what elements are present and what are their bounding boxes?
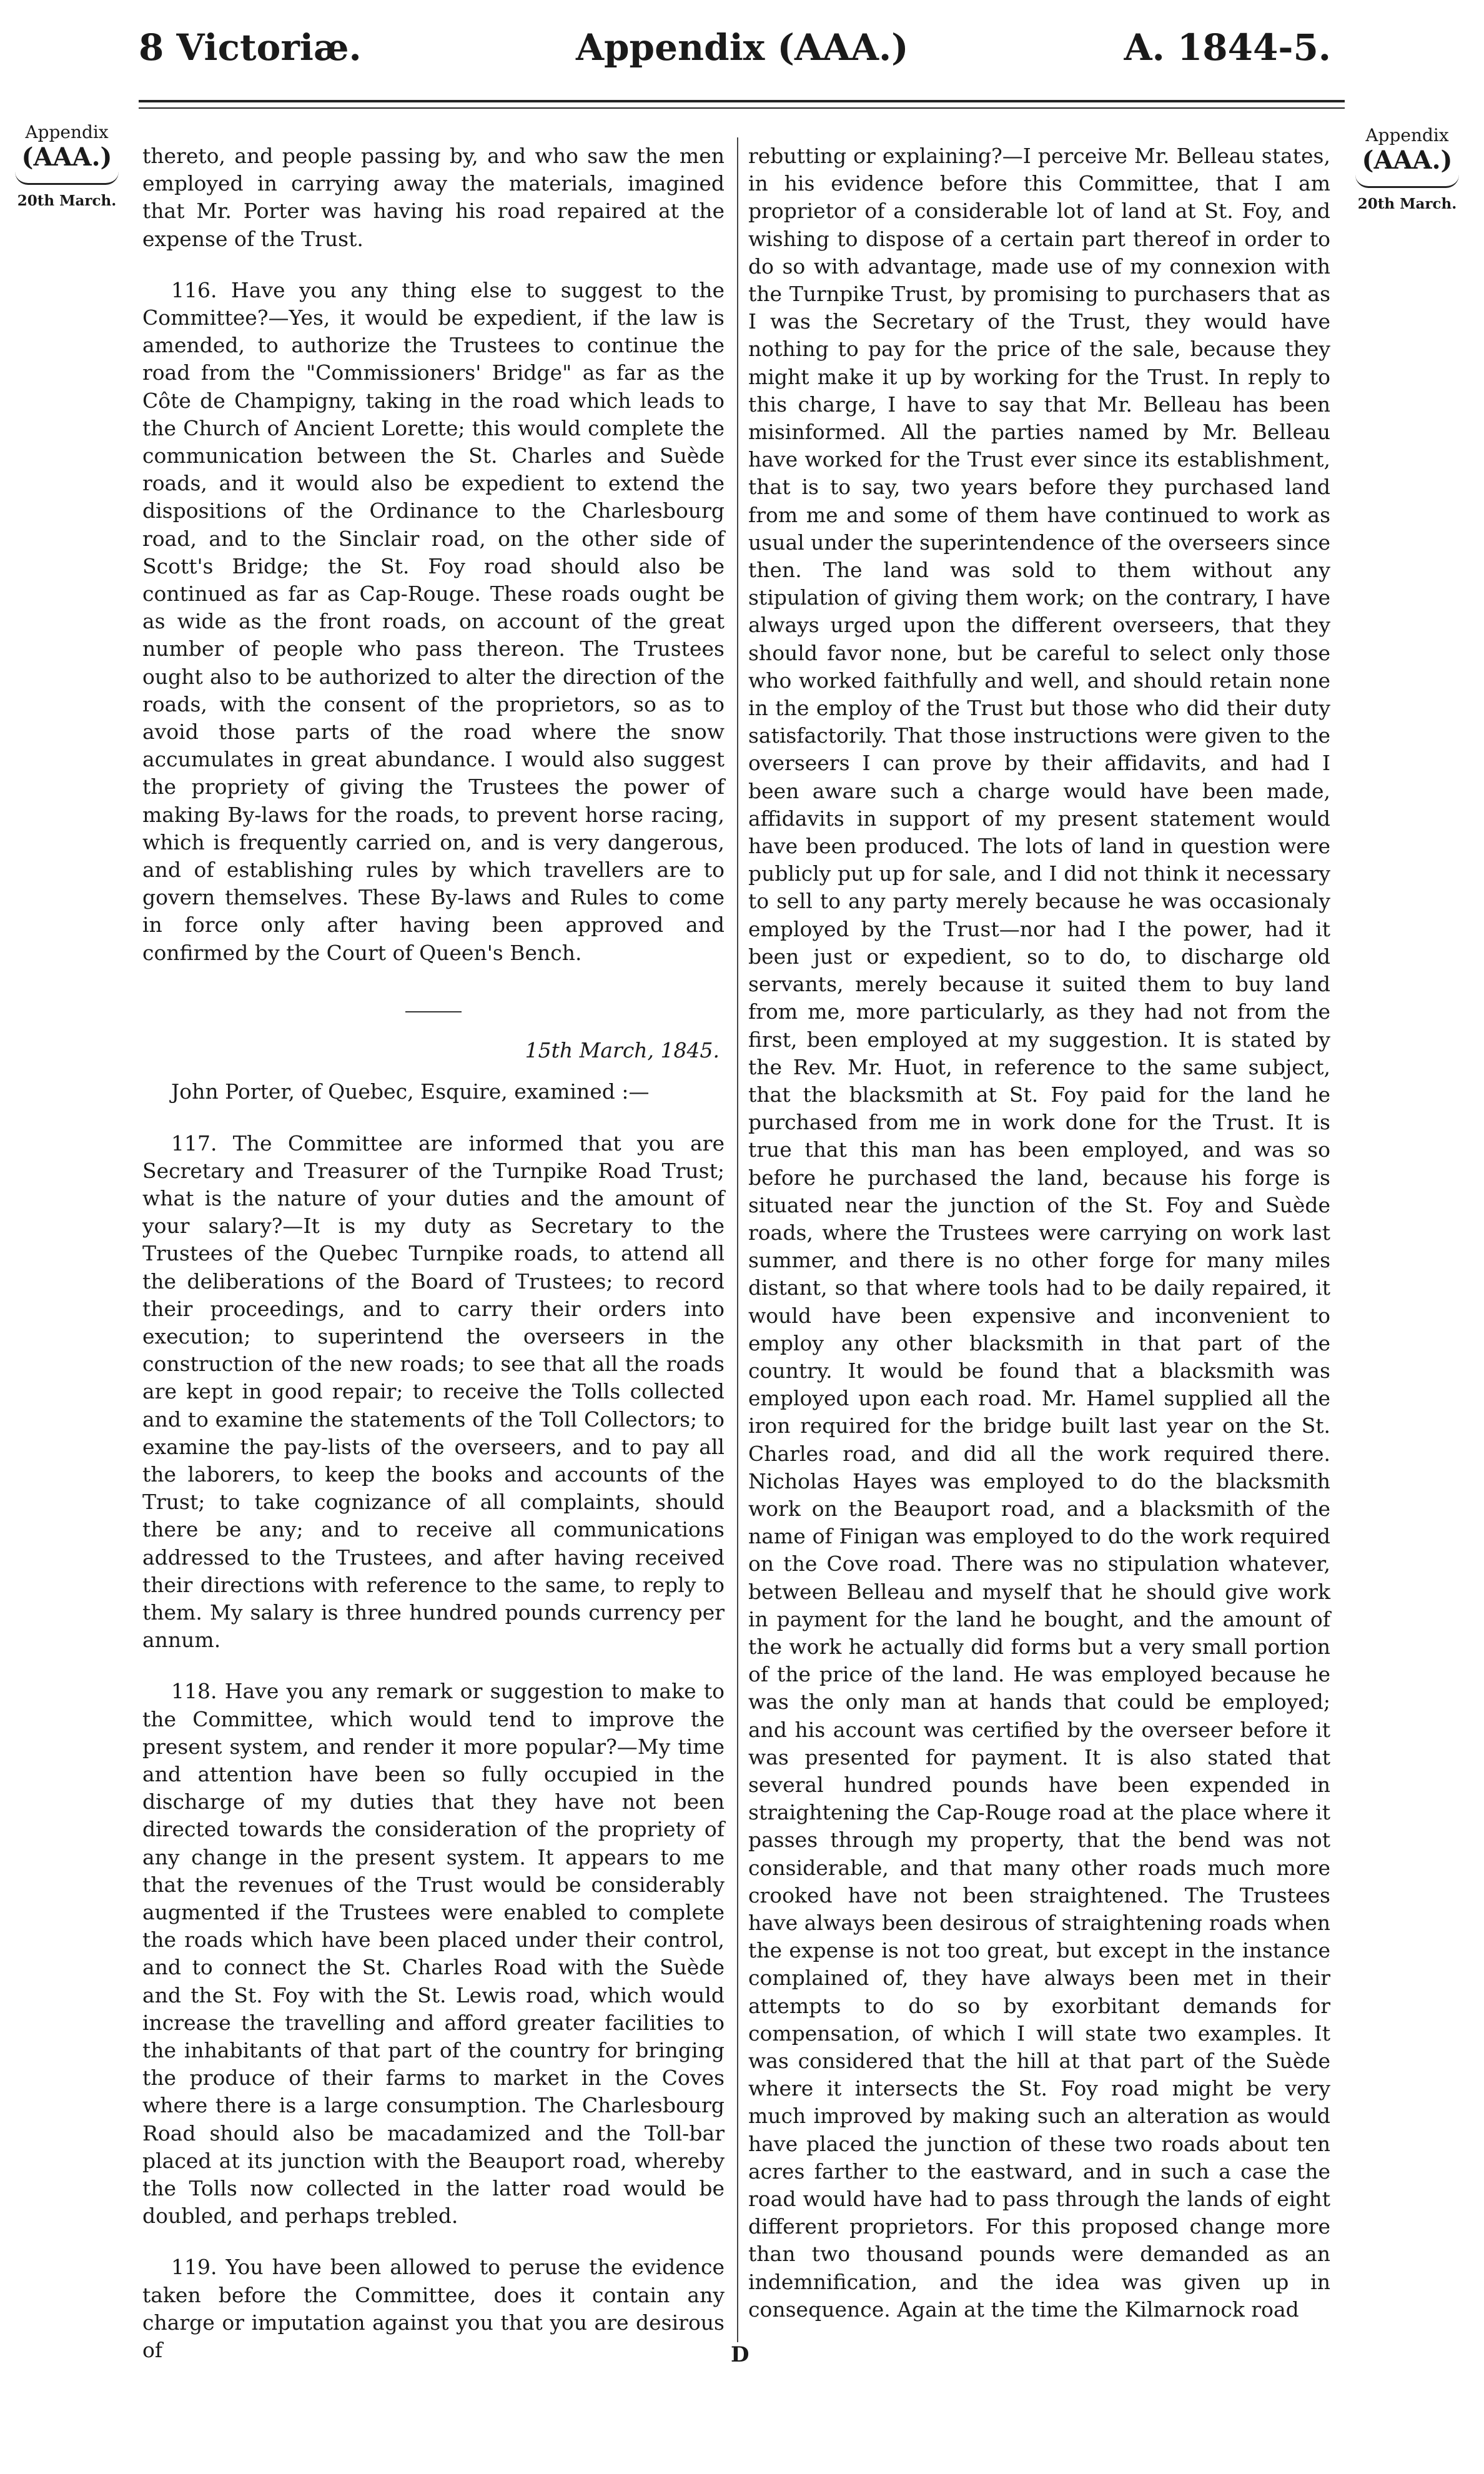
header-session: 8 Victoriæ.: [139, 26, 362, 69]
witness-intro: John Porter, of Quebec, Esquire, examined :—: [171, 1079, 650, 1104]
left-paragraph-continued: thereto, and people passing by, and who saw the men employed in carrying away the materials, imagined that Mr. Porter was having his road repaired at the expense of the Trust.: [142, 144, 725, 251]
margin-note-right: [1348, 125, 1467, 212]
margin-note-left-brace: [15, 172, 119, 185]
header-rule-thin: [139, 107, 1345, 109]
examination-date: 15th March, 1845.: [525, 1038, 720, 1063]
page-header: [0, 0, 1484, 106]
question-117: 117. The Committee are informed that you are Secretary and Treasurer of the Turnpike Road Trust; what is the nature of your duties and the amount of your salary?—It is my duty as Secretary to the Trustees of the Quebec Turnpike roads, to attend all the deliberations of the Board of Trustees; to record their proceedings, and to carry their orders into execution; to superintend the overseers in the construction of the new roads; to see that all the roads are kept in good repair; to receive the Tolls collected and to examine the statements of the Toll Collectors; to examine the pay-lists of the overseers, and to pay all the laborers, to keep the books and accounts of the Trust; to take cognizance of all complaints, should there be any; and to receive all communications addressed to the Trustees, and after having received their directions with reference to the same, to reply to them. My salary is three hundred pounds currency per annum.: [142, 1131, 725, 1653]
margin-note-right-brace: [1355, 175, 1459, 188]
margin-note-right-date: 20th March.: [1357, 195, 1457, 212]
header-appendix: Appendix (AAA.): [576, 26, 909, 69]
margin-note-left-date: 20th March.: [17, 192, 117, 209]
question-116: 116. Have you any thing else to suggest to the Committee?—Yes, it would be expedient, if the law is amended, to authorize the Trustees to continue the road from the "Commissioners' Bridge" as far as the Côte de Champigny, taking in the road which leads to the Church of Ancient Lorette; this would complete the communication between the St. Charles and Suède roads, and it would also be expedient to extend the dispositions of the Ordinance to the Charlesbourg road, and to the Sinclair road, on the other side of Scott's Bridge; the St. Foy road should also be continued as far as Cap-Rouge. These roads ought be as wide as the front roads, on account of the great number of people who pass thereon. The Trustees ought also to be authorized to alter the direction of the roads, with the consent of the proprietors, so as to avoid those parts of the road where the snow accumulates in great abundance. I would also suggest the propriety of giving the Trustees the power of making By-laws for the roads, to prevent horse racing, which is frequently carried on, and is very dangerous, and of establishing rules by which travellers are to govern themselves. These By-laws and Rules to come in force only after having been approved and confirmed by the Court of Queen's Bench.: [142, 277, 725, 965]
header-year: A. 1844-5.: [1124, 26, 1331, 69]
answer-119: rebutting or explaining?—I perceive Mr. Belleau states, in his evidence before this Committee, that I am proprietor of a considerable lot of land at St. Foy, and wishing to dispose of a certain part thereof in order to do so with advantage, made use of my connexion with the Turnpike Trust, by promising to purchasers that as I was the Secretary of the Trust, they would have nothing to pay for the price of the sale, because they might make it up by working for the Trust. In reply to this charge, I have to say that Mr. Belleau has been misinformed. All the parties named by Mr. Belleau have worked for the Trust ever since its establishment, that is to say, two years before they purchased land from me and some of them have continued to work as usual under the superintendence of the overseers since then. The land was sold to them without any stipulation of giving them work; on the contrary, I have always urged upon the different overseers, that they should favor none, but be careful to select only those who worked faithfully and well, and should retain none in the employ of the Trust but those who did their duty satisfactorily. That those instructions were given to the overseers I can prove by their affidavits, and had I been aware such a charge would have been made, affidavits in support of my present statement would have been produced. The lots of land in question were publicly put up for sale, and I did not think it necessary to sell to any party merely because he was occasionaly employed by the Trust—nor had I the power, had it been just or expedient, so to do, to discharge old servants, merely because it suited them to buy land from me, more particularly, as they had not from the first, been employed at my suggestion. It is stated by the Rev. Mr. Huot, in reference to the same subject, that the blacksmith at St. Foy paid for the land he purchased from me in work done for the Trust. It is true that this man has been employed, and was so before he purchased the land, because his forge is situated near the junction of the St. Foy and Suède roads, where the Trustees were carrying on work last summer, and there is no other forge for many miles distant, so that where tools had to be daily repaired, it would have been expensive and inconvenient to employ any other blacksmith in that part of the country. It would be found that a blacksmith was employed upon each road. Mr. Hamel supplied all the iron required for the bridge built last year on the St. Charles road, and did all the work required there. Nicholas Hayes was employed to do the blacksmith work on the Beauport road, and a blacksmith of the name of Finigan was employed to do the work required on the Cove road. There was no stipulation whatever, between Belleau and myself that he should give work in payment for the land he bought, and the amount of the work he actually did forms but a very small portion of the price of the land. He was employed because he was the only man at hands that could be employed; and his account was certified by the overseer before it was presented for payment. It is also stated that several hundred pounds have been expended in straightening the Cap-Rouge road at the place where it passes through my property, that the bend was not considerable, and that many other roads much more crooked have not been straightened. The Trustees have always been desirous of straightening roads when the expense is not too great, but except in the instance complained of, they have always been met in their attempts to do so by exorbitant demands for compensation, of which I will state two examples. It was considered that the hill at that part of the Suède where it intersects the St. Foy road might be very much improved by making such an alteration as would have placed the junction of these two roads about ten acres farther to the eastward, and in such a case the road would have had to pass through the lands of eight different proprietors. For this proposed change more than two thousand pounds were demanded as an indemnification, and the idea was given up in consequence. Again at the time the Kilmarnock road: [748, 144, 1330, 2322]
margin-note-left-mid: (AAA.): [21, 142, 112, 172]
section-separator: [142, 992, 725, 1019]
right-column: [748, 142, 1330, 2347]
margin-note-left-top: Appendix: [25, 122, 109, 142]
signature-mark: D: [731, 2342, 749, 2367]
margin-note-right-mid: (AAA.): [1362, 146, 1453, 175]
margin-note-right-top: Appendix: [1365, 125, 1449, 146]
column-divider: [737, 137, 738, 2342]
left-column: [142, 142, 725, 2388]
header-rule-thick: [139, 100, 1345, 102]
question-118: 118. Have you any remark or suggestion to make to the Committee, which would tend to improve the present system, and render it more popular?—My time and attention have been so fully occupied in the discharge of my duties that they have not been directed towards the consideration of the propriety of any change in the present system. It appears to me that the revenues of the Trust would be considerably augmented if the Trustees were enabled to complete the roads which have been placed under their control, and to connect the St. Charles Road with the Suède and the St. Foy with the St. Lewis road, which would increase the travelling and afford greater facilities to the inhabitants of that part of the country for bringing the produce of their farms to market in the Coves where there is a large consumption. The Charlesbourg Road should also be macadamized and the Toll-bar placed at its junction with the Beauport road, whereby the Tolls now collected in the latter road would be doubled, and perhaps trebled.: [142, 1679, 725, 2229]
question-119: 119. You have been allowed to peruse the evidence taken before the Committee, does it contain any charge or imputation against you that you are desirous of: [142, 2255, 725, 2363]
margin-note-left: [7, 122, 126, 209]
